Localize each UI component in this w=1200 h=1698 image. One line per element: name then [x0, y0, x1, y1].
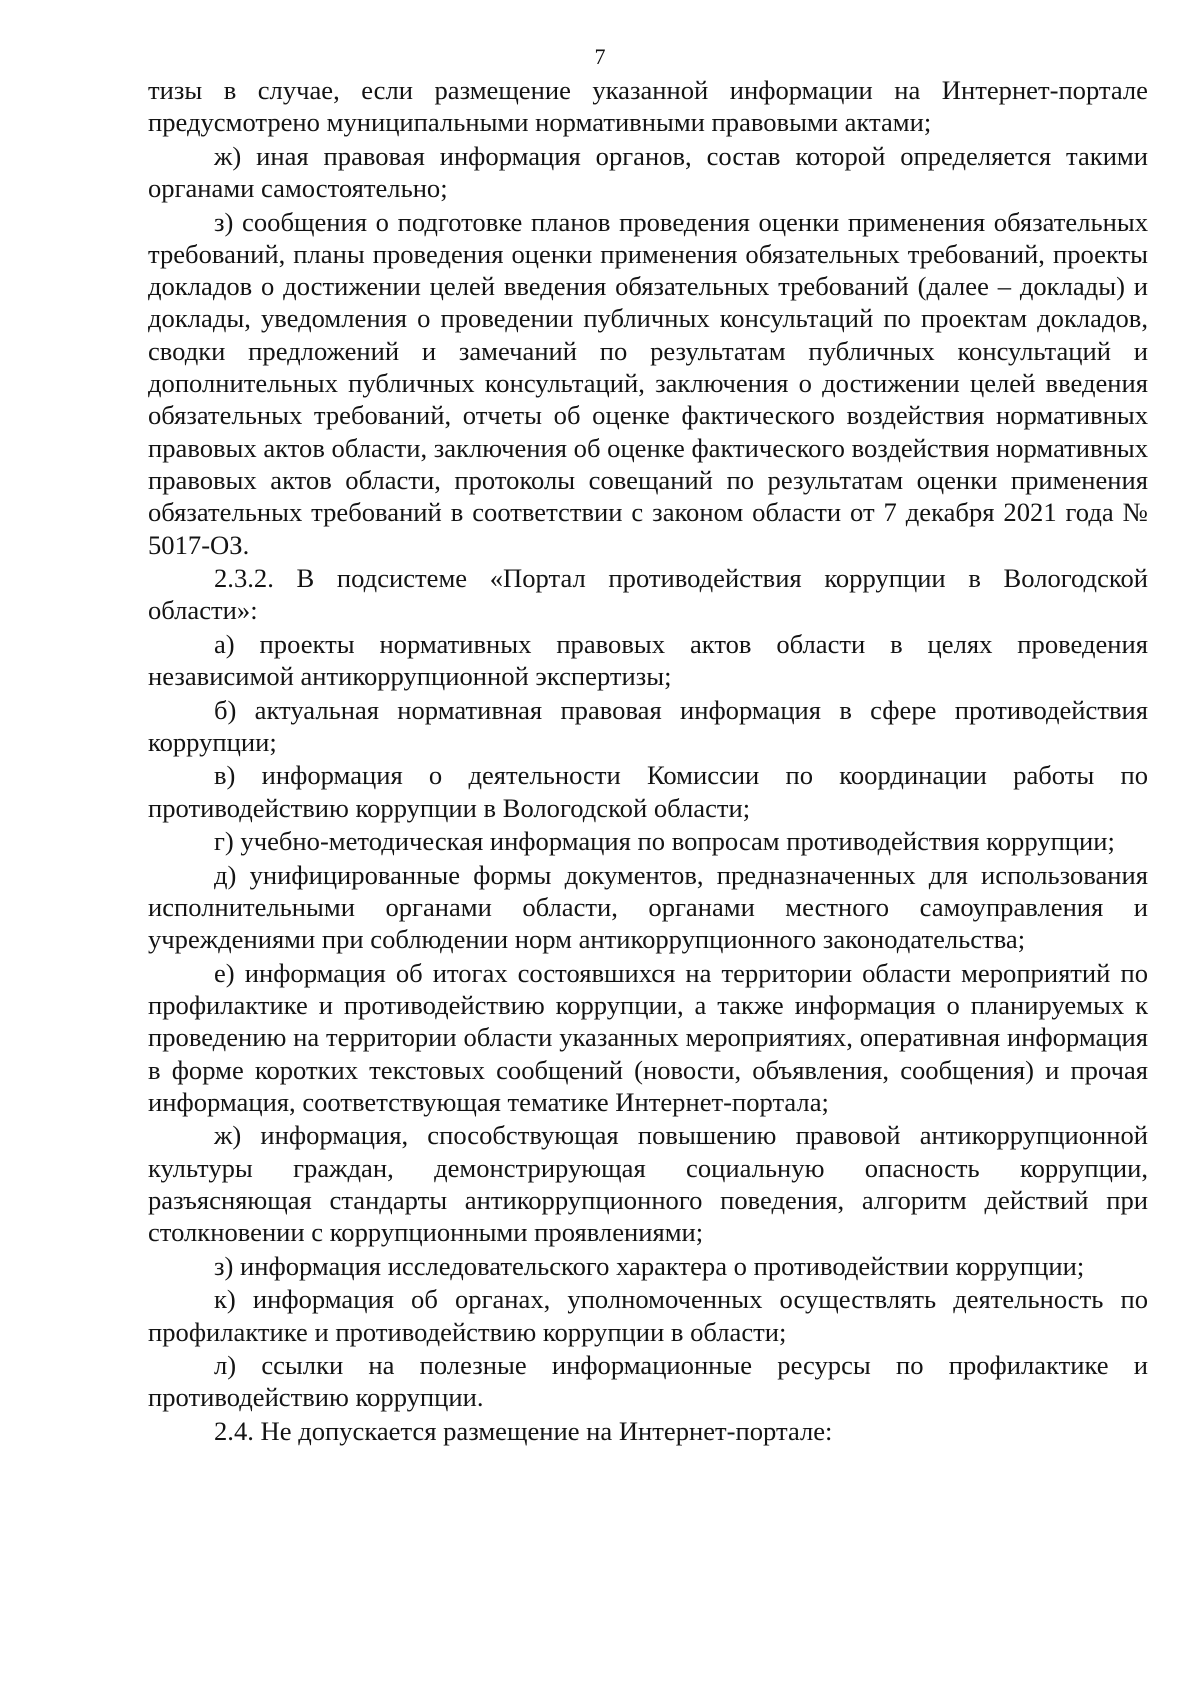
list-item-k-authorities-info: к) информация об органах, уполномоченных осуществлять деятельность по профилактике и противодействию коррупции в области;	[148, 1284, 1148, 1347]
list-item-d-unified-forms: д) унифицированные формы документов, предназначенных для использования исполнительными органами области, органами местного самоуправления и учреждениями при соблюдении норм антикоррупционного законодательства;	[148, 859, 1148, 955]
list-item-zh-other-legal-info: ж) иная правовая информация органов, состав которой определяется такими органами самостоятельно;	[148, 140, 1148, 204]
list-item-b-legal-info: б) актуальная нормативная правовая информация в сфере противодействия коррупции;	[148, 694, 1148, 757]
list-item-v-commission-info: в) информация о деятельности Комиссии по координации работы по противодействию коррупции в Вологодской области;	[148, 760, 1148, 823]
list-item-z-mandatory-requirements: з) сообщения о подготовке планов проведения оценки применения обязательных требований, планы проведения оценки применения обязательных требований, проекты докладов о достижении целей введения обязательных требований (далее – доклады) и доклады, уведомления о проведении публичных консультаций по проектам докладов, сводки предложений и замечаний по результатам публичных консультаций и дополнительных публичных консультаций, заключения о достижении целей введения обязательных требований, отчеты об оценке фактического воздействия нормативных правовых актов области, заключения об оценке фактического воздействия нормативных правовых актов области, протоколы совещаний по результатам оценки применения обязательных требований в соответствии с законом области от 7 декабря 2021 года № 5017-ОЗ.	[148, 206, 1148, 560]
section-2-4-heading: 2.4. Не допускается размещение на Интернет-портале:	[214, 1415, 833, 1446]
page-number: 7	[594, 44, 606, 69]
list-item-l-useful-links: л) ссылки на полезные информационные ресурсы по профилактике и противодействию коррупции.	[148, 1350, 1148, 1413]
list-item-zh-legal-culture: ж) информация, способствующая повышению правовой антикоррупционной культуры граждан, демонстрирующая социальную опасность коррупции, разъясняющая стандарты антикоррупционного поведения, алгоритм действий при столкновении с коррупционными проявлениями;	[148, 1120, 1148, 1248]
section-2-3-2-heading: 2.3.2. В подсистеме «Портал противодействия коррупции в Вологодской области»:	[148, 563, 1148, 626]
list-item-e-events-info: е) информация об итогах состоявшихся на территории области мероприятий по профилактике и противодействию коррупции, а также информация о планируемых к проведению на территории области указанных мероприятиях, оперативная информация в форме коротких текстовых сообщений (новости, объявления, сообщения) и прочая информация, соответствующая тематике Интернет-портала;	[148, 957, 1148, 1117]
list-item-z-research-info: з) информация исследовательского характера о противодействии коррупции;	[214, 1250, 1085, 1281]
list-item-a-draft-acts: а) проекты нормативных правовых актов области в целях проведения независимой антикоррупционной экспертизы;	[148, 628, 1148, 692]
paragraph-continuation: тизы в случае, если размещение указанной информации на Интернет-портале предусмотрено муниципальными нормативными правовыми актами;	[148, 75, 1148, 138]
list-item-g-methodical-info: г) учебно-методическая информация по вопросам противодействия коррупции;	[214, 826, 1115, 857]
document-body	[148, 74, 1148, 1448]
